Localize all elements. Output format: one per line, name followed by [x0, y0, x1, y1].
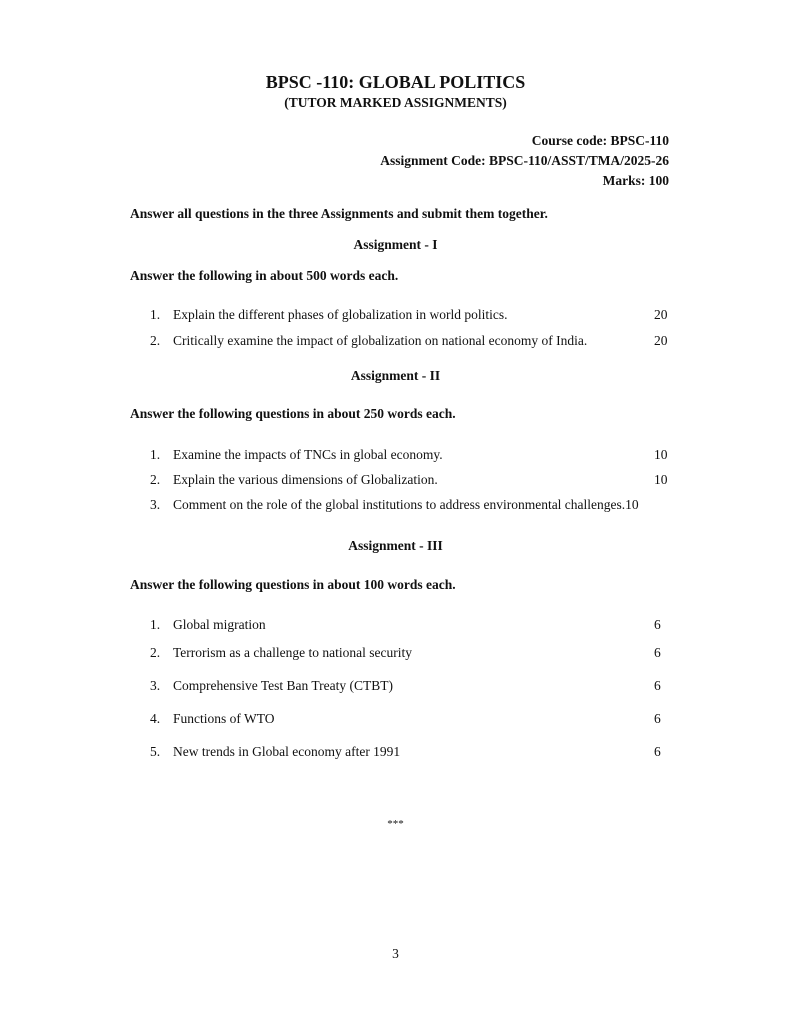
question-text: Comment on the role of the global institutions to address environmental challenges.10	[173, 497, 639, 512]
question-number: 4.	[150, 711, 161, 726]
question-number: 1.	[150, 617, 161, 632]
question-number: 3.	[150, 497, 161, 512]
question-marks: 6	[654, 645, 661, 660]
question-text: Global migration	[173, 617, 266, 632]
assignment-3-heading: Assignment - III	[348, 538, 443, 553]
question-number: 2.	[150, 472, 161, 487]
question-text: Explain the different phases of globalization in world politics.	[173, 307, 508, 322]
assignment-code: Assignment Code: BPSC-110/ASST/TMA/2025-26	[380, 153, 669, 168]
assignment-1-heading: Assignment - I	[353, 237, 438, 252]
assignment-3-instruction: Answer the following questions in about 100 words each.	[130, 577, 456, 592]
question-marks: 6	[654, 711, 661, 726]
question-text: New trends in Global economy after 1991	[173, 744, 401, 759]
question-marks: 6	[654, 744, 661, 759]
question-text: Explain the various dimensions of Globalization.	[173, 472, 438, 487]
question-number: 2.	[150, 333, 161, 348]
question-text: Critically examine the impact of globalization on national economy of India.	[173, 333, 588, 348]
question-number: 3.	[150, 678, 161, 693]
question-marks: 6	[654, 678, 661, 693]
question-number: 5.	[150, 744, 161, 759]
question-text: Functions of WTO	[173, 711, 275, 726]
question-marks: 10	[654, 447, 668, 462]
assignment-2-instruction: Answer the following questions in about 250 words each.	[130, 406, 456, 421]
question-text: Terrorism as a challenge to national security	[173, 645, 412, 660]
question-marks: 20	[654, 307, 668, 322]
question-number: 1.	[150, 447, 161, 462]
end-marker: ***	[387, 818, 404, 830]
general-instruction: Answer all questions in the three Assignments and submit them together.	[130, 206, 548, 221]
question-text: Examine the impacts of TNCs in global economy.	[173, 447, 443, 462]
question-marks: 6	[654, 617, 661, 632]
question-text: Comprehensive Test Ban Treaty (CTBT)	[173, 678, 394, 693]
course-code: Course code: BPSC-110	[531, 133, 669, 148]
document-title: BPSC -110: GLOBAL POLITICS	[265, 72, 526, 92]
question-marks: 20	[654, 333, 668, 348]
assignment-1-instruction: Answer the following in about 500 words each.	[130, 268, 399, 283]
question-number: 2.	[150, 645, 161, 660]
question-marks: 10	[654, 472, 668, 487]
question-number: 1.	[150, 307, 161, 322]
page-number: 3	[392, 946, 399, 961]
total-marks: Marks: 100	[602, 173, 669, 188]
assignment-2-heading: Assignment - II	[350, 368, 441, 383]
document-subtitle: (TUTOR MARKED ASSIGNMENTS)	[284, 95, 507, 110]
